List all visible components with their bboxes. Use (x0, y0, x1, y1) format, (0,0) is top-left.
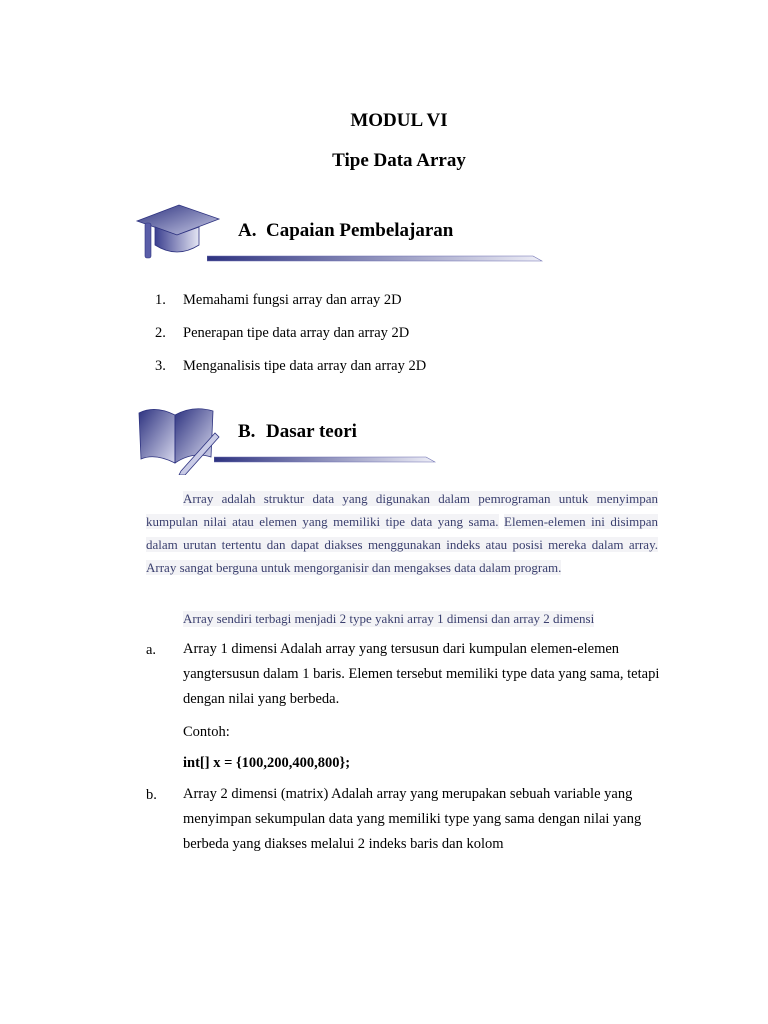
section-b-title: Dasar teori (266, 421, 357, 442)
section-b-underline (214, 455, 436, 463)
list-number: 2. (155, 325, 166, 341)
paragraph-sentence: Elemen-elemen ini disimpan dalam urutan tertentu dan dapat diakses menggunakan indeks atau posisi mereka dalam array. (146, 514, 658, 552)
theory-paragraph (146, 487, 658, 579)
section-b-letter: B. (238, 421, 256, 442)
list-marker: b. (146, 787, 157, 803)
section-a-heading (238, 220, 453, 242)
graduation-cap-icon (133, 203, 223, 261)
paragraph-sentence: Array adalah struktur data yang digunakan dalam pemrograman untuk menyimpan kumpulan nilai atau elemen yang memiliki tipe data yang sama. (146, 491, 658, 529)
example-label: Contoh: (183, 724, 230, 740)
list-item-text: Array 2 dimensi (matrix) Adalah array yang merupakan sebuah variable yang menyimpan sekumpulan data yang memiliki type yang sama dengan nilai yang berbeda yang diakses melalui 2 indeks baris dan kolom (183, 786, 642, 852)
example-code: int[] x = {100,200,400,800}; (183, 755, 351, 771)
section-b-heading (238, 421, 357, 443)
section-a-title: Capaian Pembelajaran (266, 220, 454, 241)
paragraph-sentence: Array sangat berguna untuk mengorganisir dan mengakses data dalam program. (146, 560, 562, 575)
list-marker: a. (146, 642, 157, 658)
list-text: Penerapan tipe data array dan array 2D (183, 325, 410, 341)
array-types-note: Array sendiri terbagi menjadi 2 type yakni array 1 dimensi dan array 2 dimensi (183, 611, 595, 626)
section-a-letter: A. (238, 220, 257, 241)
list-number: 3. (155, 358, 166, 374)
list-number: 1. (155, 292, 166, 308)
section-a-underline (207, 254, 543, 262)
open-book-pen-icon (135, 405, 221, 475)
module-title: MODUL VI (350, 110, 448, 131)
list-item-text: Array 1 dimensi Adalah array yang tersusun dari kumpulan elemen-elemen yangtersusun dalam 1 baris. Elemen tersebut memiliki type data yang sama, tetapi dengan nilai yang berbeda. (183, 641, 660, 707)
list-text: Memahami fungsi array dan array 2D (183, 292, 402, 308)
module-subtitle: Tipe Data Array (332, 150, 466, 171)
list-text: Menganalisis tipe data array dan array 2D (183, 358, 427, 374)
